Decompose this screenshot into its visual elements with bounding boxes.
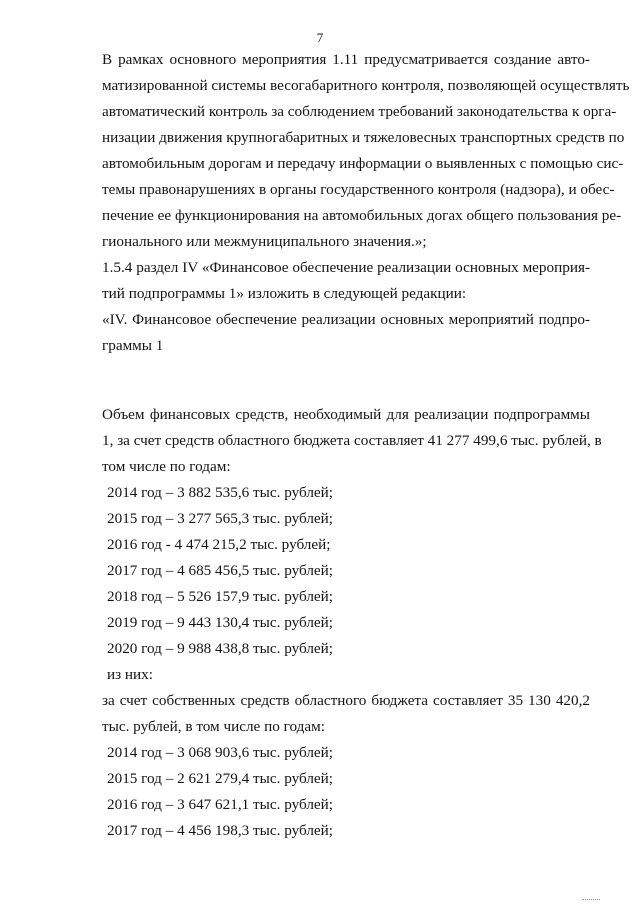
paragraph-own-funds [102,688,590,740]
list-item: 2014 год – 3 068 903,6 тыс. рублей; [107,744,334,761]
text-line: 1.5.4 раздел IV «Финансовое обеспечение реализации основных мероприя- [102,259,590,276]
paragraph-total-funding [102,402,602,480]
paragraph-measure-1-11 [102,47,630,255]
page-number: 7 [316,30,324,45]
list-item: 2017 год – 4 685 456,5 тыс. рублей; [107,562,334,579]
list-item: 2017 год – 4 456 198,3 тыс. рублей; [107,822,334,839]
text-line: «IV. Финансовое обеспечение реализации основных мероприятий подпро- [102,311,590,328]
list-item: 2015 год – 2 621 279,4 тыс. рублей; [107,770,334,787]
list-item: 2018 год – 5 526 157,9 тыс. рублей; [107,588,334,605]
text-line: граммы 1 [102,337,164,354]
text-line: матизированной системы весогабаритного контроля, позволяющей осуществлять [102,77,630,94]
text-line: автоматический контроль за соблюдением требований законодательства к орга- [102,103,617,120]
text-line: В рамках основного мероприятия 1.11 предусматривается создание авто- [102,51,590,68]
list-item: 2020 год – 9 988 438,8 тыс. рублей; [107,640,334,657]
list-item: 2016 год - 4 474 215,2 тыс. рублей; [107,536,331,553]
list-item: 2014 год – 3 882 535,6 тыс. рублей; [107,484,334,501]
text-line: темы правонарушениях в органы государственного контроля (надзора), и обес- [102,181,615,198]
total-funding-by-year-list [102,480,590,662]
text-line: тыс. рублей, в том числе по годам: [102,718,325,735]
document-body [102,47,630,844]
text-line: гионального или межмуниципального значения.»; [102,233,427,250]
text-line: автомобильным дорогам и передачу информации о выявленных с помощью сис- [102,155,624,172]
list-item: 2016 год – 3 647 621,1 тыс. рублей; [107,796,334,813]
text-line: за счет собственных средств областного бюджета составляет 35 130 420,2 [102,692,590,709]
own-funds-by-year-list [102,740,590,844]
text-line: печение ее функционирования на автомобильных догах общего пользования ре- [102,207,622,224]
text-line: 1, за счет средств областного бюджета составляет 41 277 499,6 тыс. рублей, в [102,432,602,449]
scan-artifact [582,899,600,901]
section-heading [102,307,590,359]
paragraph-item-1-5-4 [102,255,590,307]
text-line: тий подпрограммы 1» изложить в следующей редакции: [102,285,467,302]
list-item: 2019 год – 9 443 130,4 тыс. рублей; [107,614,334,631]
list-item: 2015 год – 3 277 565,3 тыс. рублей; [107,510,334,527]
text-line: низации движения крупногабаритных и тяжеловесных транспортных средств по [102,129,625,146]
text-line: Объем финансовых средств, необходимый для реализации подпрограммы [102,406,590,423]
text-line: том числе по годам: [102,458,231,475]
blank-line [102,359,590,402]
of-which-label: из них: [107,666,153,683]
